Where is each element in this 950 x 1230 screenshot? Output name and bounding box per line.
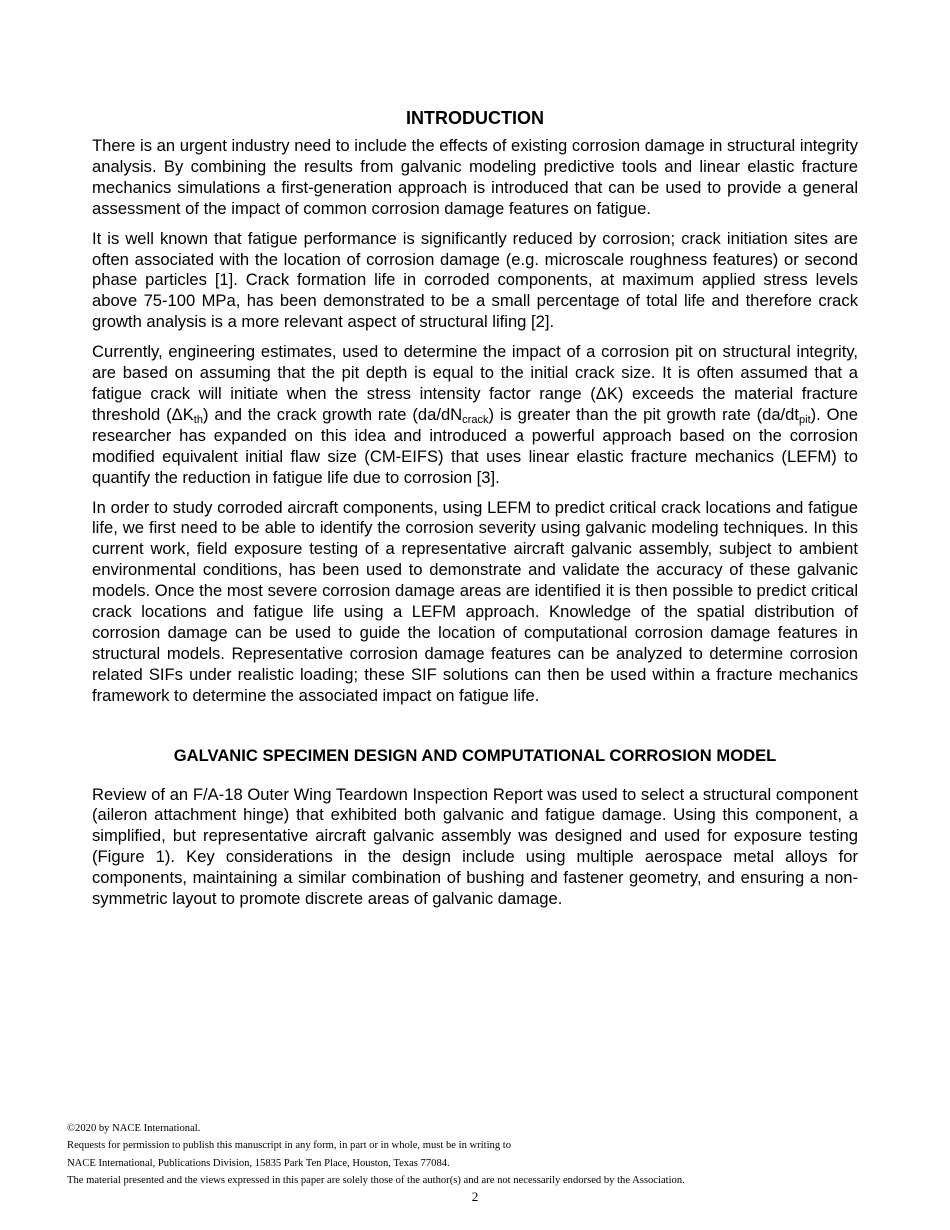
copyright-line: ©2020 by NACE International. (67, 1123, 201, 1134)
galvanic-paragraph-1: Review of an F/A-18 Outer Wing Teardown Inspection Report was used to select a structural component (aileron attachment hinge) that exhibited both galvanic and fatigue damage. Using this component, a simplified, but representative aircraft galvanic assembly was designed and used for exposure testing (Figure 1). Key considerations in the design include using multiple aerospace metal alloys for components, maintaining a similar combination of bushing and fastener geometry, and ensuring a non-symmetric layout to promote discrete areas of galvanic damage. (92, 784, 858, 909)
intro-p3-text-3: ) is greater than the pit growth rate (da/dt (488, 404, 800, 424)
intro-paragraph-4: In order to study corroded aircraft components, using LEFM to predict critical crack locations and fatigue life, we first need to be able to identify the corrosion severity using galvanic modeling techniques. In this current work, field exposure testing of a representative aircraft galvanic assembly, subject to ambient environmental conditions, has been used to demonstrate and validate the accuracy of these galvanic models. Once the most severe corrosion damage areas are identified it is then possible to predict critical crack locations and fatigue life using a LEFM approach. Knowledge of the spatial distribution of corrosion damage can be used to guide the location of computational corrosion damage features in structural models. Representative corrosion damage features can be analyzed to determine corrosion related SIFs under realistic loading; these SIF solutions can then be used within a fracture mechanics framework to determine the associated impact on fatigue life. (92, 497, 858, 705)
introduction-heading: INTRODUCTION (406, 108, 544, 128)
permission-line-1: Requests for permission to publish this manuscript in any form, in part or in whole, must be in writing to (67, 1140, 512, 1152)
intro-p3-text-4: ). One researcher has expanded on this idea and introduced a powerful approach based on the corrosion modified equivalent initial flaw size (CM-EIFS) that uses linear elastic fracture mechanics (LEFM) to quantify the reduction in fatigue life due to corrosion [3]. (92, 404, 858, 487)
main-content (92, 106, 858, 919)
copyright-footer (67, 1120, 897, 1189)
page-number: 2 (471, 1189, 479, 1204)
intro-p3-text-1: Currently, engineering estimates, used to determine the impact of a corrosion pit on structural integrity, are based on assuming that the pit depth is equal to the initial crack size. It is often assumed that a fatigue crack will initiate when the stress intensity factor range (ΔK) exceeds the material fracture threshold (ΔK (92, 342, 858, 424)
intro-paragraph-2: It is well known that fatigue performance is significantly reduced by corrosion; crack initiation sites are often associated with the location of corrosion damage (e.g. microscale roughness features) or second phase particles [1]. Crack formation life in corroded components, at maximum applied stress levels above 75-100 MPa, has been demonstrated to be a small percentage of total life and therefore crack growth analysis is a more relevant aspect of structural lifing [2]. (92, 228, 858, 332)
pit-subscript: pit (799, 413, 811, 426)
permission-line-2: NACE International, Publications Division, 15835 Park Ten Place, Houston, Texas 77084. (67, 1157, 450, 1169)
intro-paragraph-1: There is an urgent industry need to include the effects of existing corrosion damage in structural integrity analysis. By combining the results from galvanic modeling predictive tools and linear elastic fracture mechanics simulations a first-generation approach is introduced that can be used to provide a general assessment of the impact of common corrosion damage features on fatigue. (92, 136, 858, 218)
intro-p3-text-2: ) and the crack growth rate (da/dN (202, 404, 463, 424)
intro-paragraph-3 (92, 342, 858, 488)
delta-k-th-subscript: th (193, 413, 203, 426)
crack-subscript: crack (462, 413, 489, 426)
galvanic-specimen-heading: GALVANIC SPECIMEN DESIGN AND COMPUTATIONAL CORROSION MODEL (173, 745, 777, 765)
disclaimer-line: The material presented and the views expressed in this paper are solely those of the author(s) and are not necessarily endorsed by the Association. (67, 1174, 685, 1186)
